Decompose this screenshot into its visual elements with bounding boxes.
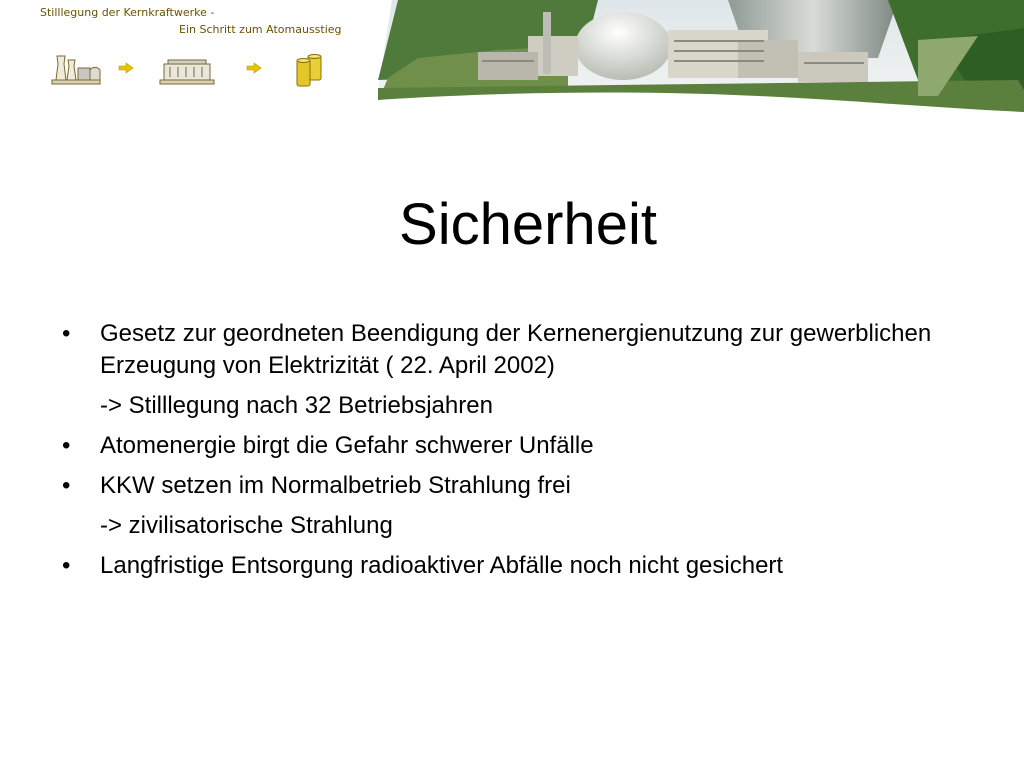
list-item bbox=[62, 430, 962, 462]
list-subitem: -> zivilisatorische Strahlung bbox=[100, 512, 393, 539]
bullet-marker: • bbox=[62, 472, 71, 499]
list-item-text: Gesetz zur geordneten Beendigung der Kernenergienutzung zur gewerblichen Erzeugung von Elektrizität ( 22. April 2002) bbox=[100, 320, 932, 379]
list-item bbox=[62, 550, 962, 582]
slide-header bbox=[0, 0, 1024, 115]
list-item bbox=[62, 318, 962, 382]
list-item-text: Langfristige Entsorgung radioaktiver Abfälle noch nicht gesichert bbox=[100, 552, 784, 579]
list-subitem: -> Stilllegung nach 32 Betriebsjahren bbox=[100, 392, 493, 419]
slide-title: Sicherheit bbox=[399, 192, 657, 257]
bullet-marker: • bbox=[62, 552, 71, 579]
list-item bbox=[62, 470, 962, 502]
arrow-right-icon bbox=[118, 62, 134, 74]
banner-title-line1: Stilllegung der Kernkraftwerke - bbox=[40, 6, 215, 19]
storage-casks-icon bbox=[294, 52, 324, 88]
process-icons bbox=[50, 50, 340, 90]
banner-title bbox=[40, 4, 380, 38]
bullet-marker: • bbox=[62, 432, 71, 459]
arrow-right-icon bbox=[246, 62, 262, 74]
nuclear-plant-photo bbox=[378, 0, 1024, 115]
bullet-marker: • bbox=[62, 320, 71, 347]
list-item-text: KKW setzen im Normalbetrieb Strahlung frei bbox=[100, 472, 571, 499]
banner-title-line2: Ein Schritt zum Atomausstieg bbox=[179, 23, 342, 36]
power-plant-icon bbox=[50, 50, 102, 86]
dismantled-building-icon bbox=[158, 54, 216, 86]
list-item-text: Atomenergie birgt die Gefahr schwerer Unfälle bbox=[100, 432, 594, 459]
slide-content bbox=[62, 318, 962, 590]
